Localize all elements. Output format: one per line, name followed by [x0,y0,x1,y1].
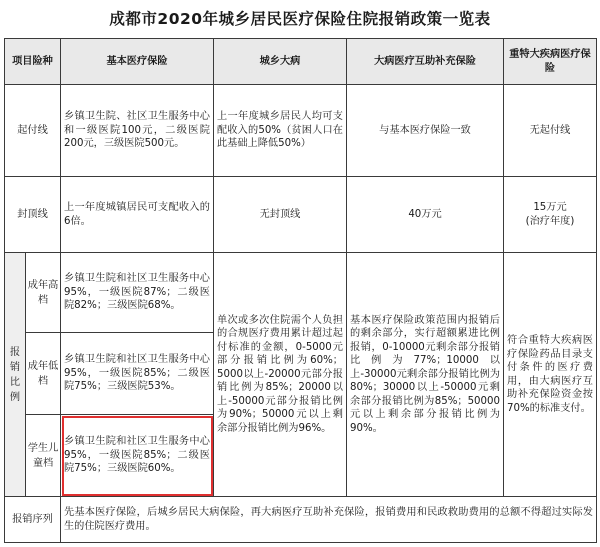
cap-special-note: (治疗年度) [525,215,575,227]
cap-special [504,177,597,253]
ratio-special: 符合重特大疾病医疗保险药品目录支付条件的医疗费用，由大病医疗互助补充保险资金按70%的标准支付。 [504,253,597,497]
ratio-serious: 单次或多次住院需个人负担的合规医疗费用累计超过起付标准的金额，0-5000元部分报销比例为60%；5000以上-20000元部分报销比例为85%；20000以上-50000元部分报销比例为90%；50000元以上剩余部分报销比例为96%。 [214,253,347,497]
ratio-major: 基本医疗保险政策范围内报销后的剩余部分，实行超额累进比例报销，0-10000元剩余部分报销比例为77%；10000以上-30000元剩余部分报销比例为80%；30000以上-50000元剩余部分报销比例为85%；50000元以上剩余部分报销比例为90%。 [347,253,504,497]
student-basic-highlight: 乡镇卫生院和社区卫生服务中心95%，一级医院85%；二级医院75%；三级医院60%。 [61,415,214,497]
sequence-text: 先基本医疗保险，后城乡居民大病保险，再大病医疗互助补充保险，报销费用和民政救助费用的总额不得超过实际发生的住院医疗费用。 [61,497,597,543]
deductible-row [5,85,597,177]
header-major: 大病医疗互助补充保险 [347,39,504,85]
cap-basic: 上一年度城镇居民可支配收入的6倍。 [61,177,214,253]
adult-low-label: 成年低档 [26,333,61,415]
sequence-row [5,497,597,543]
sequence-label: 报销序列 [5,497,61,543]
deductible-label: 起付线 [5,85,61,177]
cap-special-amount: 15万元 [533,202,567,213]
cap-serious: 无封顶线 [214,177,347,253]
deductible-serious: 上一年度城乡居民人均可支配收入的50%（贫困人口在此基础上降低50%） [214,85,347,177]
deductible-major: 与基本医疗保险一致 [347,85,504,177]
page-title: 成都市2020年城乡居民医疗保险住院报销政策一览表 [109,10,491,28]
header-special: 重特大疾病医疗保险 [504,39,597,85]
header-serious: 城乡大病 [214,39,347,85]
student-label: 学生儿童档 [26,415,61,497]
cap-label: 封顶线 [5,177,61,253]
ratio-label: 报销比例 [5,253,26,497]
header-item: 项目险种 [5,39,61,85]
ratio-adult-high-row [5,253,597,333]
deductible-special: 无起付线 [504,85,597,177]
adult-high-basic: 乡镇卫生院和社区卫生服务中心95%，一级医院87%；二级医院82%；三级医院68%。 [61,253,214,333]
header-row [5,39,597,85]
cap-major: 40万元 [347,177,504,253]
cap-row [5,177,597,253]
adult-high-label: 成年高档 [26,253,61,333]
policy-table [4,38,597,543]
deductible-basic: 乡镇卫生院、社区卫生服务中心和一级医院100元，二级医院200元，三级医院500元。 [61,85,214,177]
header-basic: 基本医疗保险 [61,39,214,85]
adult-low-basic: 乡镇卫生院和社区卫生服务中心95%，一级医院85%；二级医院75%；三级医院53%。 [61,333,214,415]
